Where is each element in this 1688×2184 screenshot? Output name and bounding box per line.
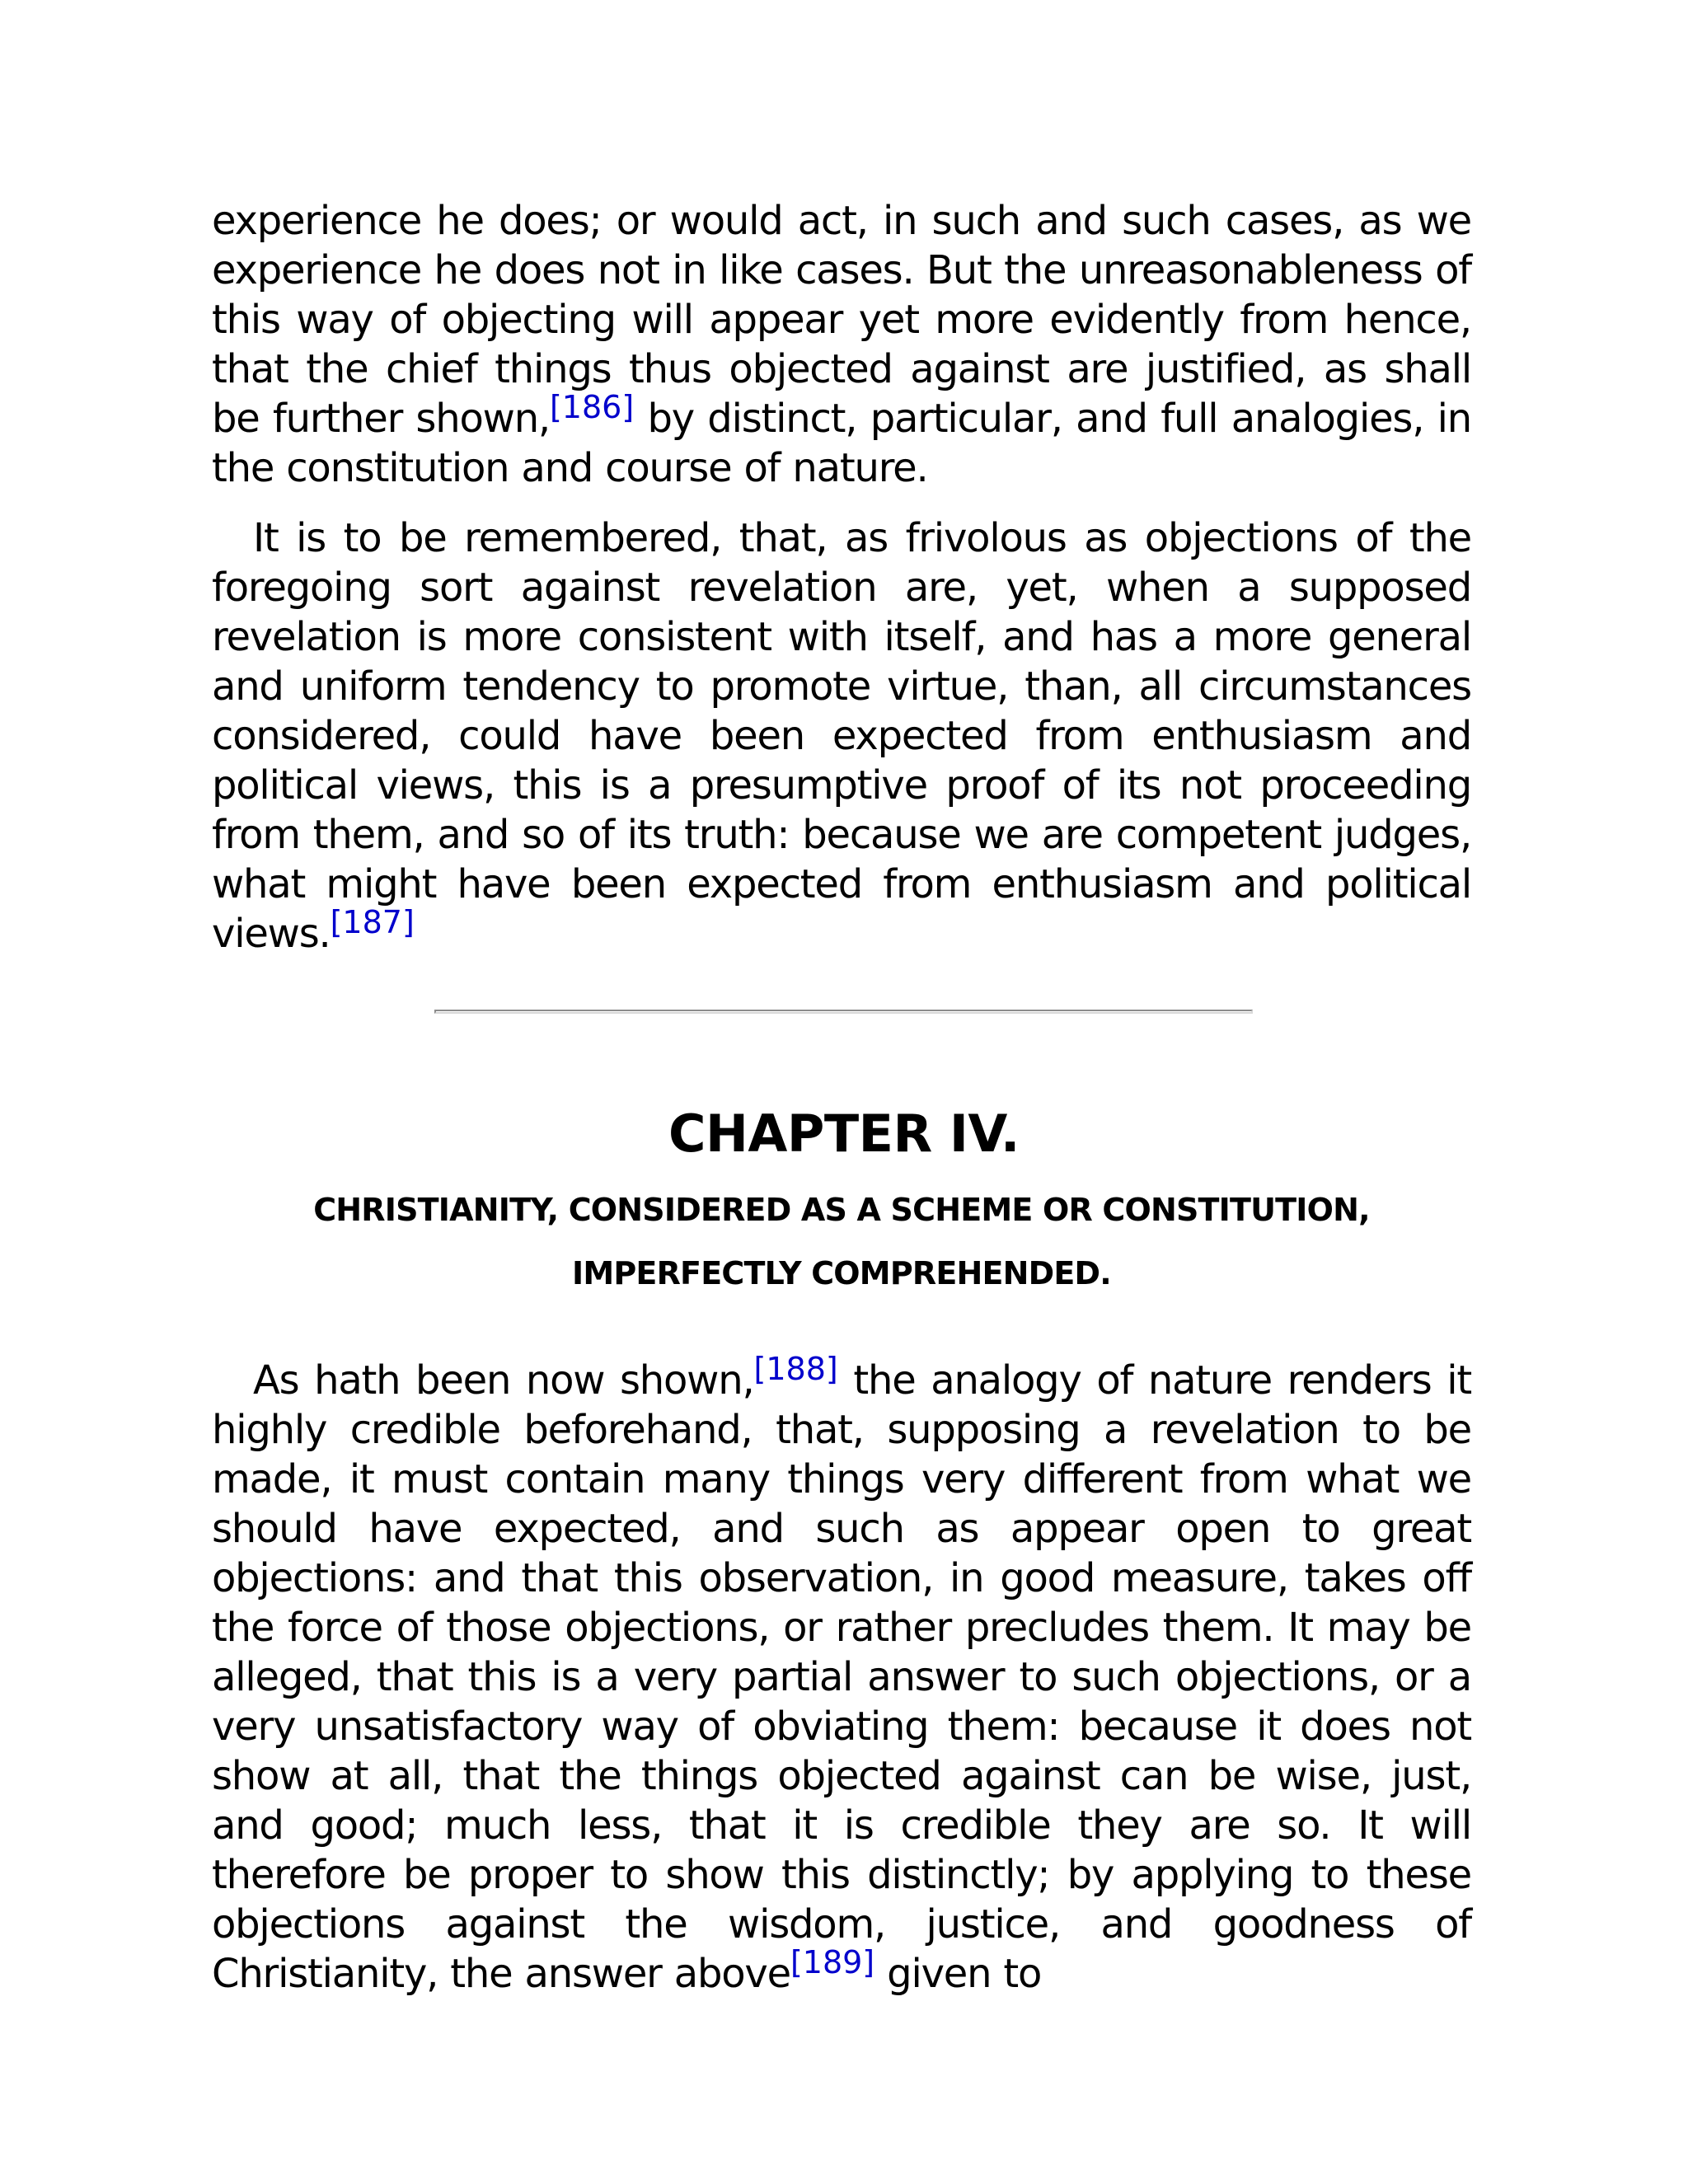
paragraph-3-text-b: the analogy of nature renders it highly credible beforehand, that, supposing a revelation to be made, it must contain many things very different from what we should have expected, and such as appear open to great objections: and that this observation, in good measure, takes off the force of those objections, or rather precludes them. It may be alleged, that this is a very partial answer to such objections, or a very unsatisfactory way of obviating them: because it does not show at all, that the things objected against can be wise, just, and good; much less, that it is credible they are so. It will therefore be proper to show this distinctly; by applying to these objections against the wisdom, justice, and goodness of Christianity, the answer above [212, 1357, 1472, 1997]
paragraph-2 [212, 513, 1471, 958]
chapter-title: CHAPTER IV. [668, 1104, 1020, 1164]
footnote-link-189[interactable]: [189] [790, 1944, 875, 1980]
paragraph-3 [212, 1351, 1472, 1999]
text-block-bottom [212, 1351, 1472, 1999]
footnote-link-187[interactable]: [187] [330, 904, 415, 940]
text-block-top [212, 196, 1471, 958]
chapter-subtitle-line-1: CHRISTIANITY, CONSIDERED AS A SCHEME OR CONSTITUTION, [313, 1192, 1370, 1228]
paragraph-1-text-a: experience he does; or would act, in such and such cases, as we experience he does not in like cases. But the unreasonableness of this way of objecting will appear yet more evidently from hence, that the chief things thus objected against are justified, as shall be further shown, [212, 198, 1471, 442]
paragraph-3-text-a: As hath been now shown, [253, 1357, 754, 1404]
paragraph-3-text-c: given to [874, 1951, 1042, 1997]
paragraph-1 [212, 196, 1471, 493]
section-divider [434, 1010, 1253, 1014]
chapter-subtitle [212, 1179, 1471, 1305]
paragraph-2-text: It is to be remembered, that, as frivolous as objections of the foregoing sort against revelation are, yet, when a supposed revelation is more consistent with itself, and has a more general and uniform tendency to promote virtue, than, all circumstances considered, could have been expected from enthusiasm and political views, this is a presumptive proof of its not proceeding from them, and so of its truth: because we are competent judges, what might have been expected from enthusiasm and political views. [212, 515, 1471, 957]
footnote-link-186[interactable]: [186] [549, 389, 635, 425]
chapter-subtitle-line-2: IMPERFECTLY COMPREHENDED. [572, 1255, 1111, 1291]
paragraph-1-text-b: by distinct, particular, and full analogies, in the constitution and course of nature. [212, 396, 1471, 491]
footnote-link-188[interactable]: [188] [753, 1351, 838, 1387]
